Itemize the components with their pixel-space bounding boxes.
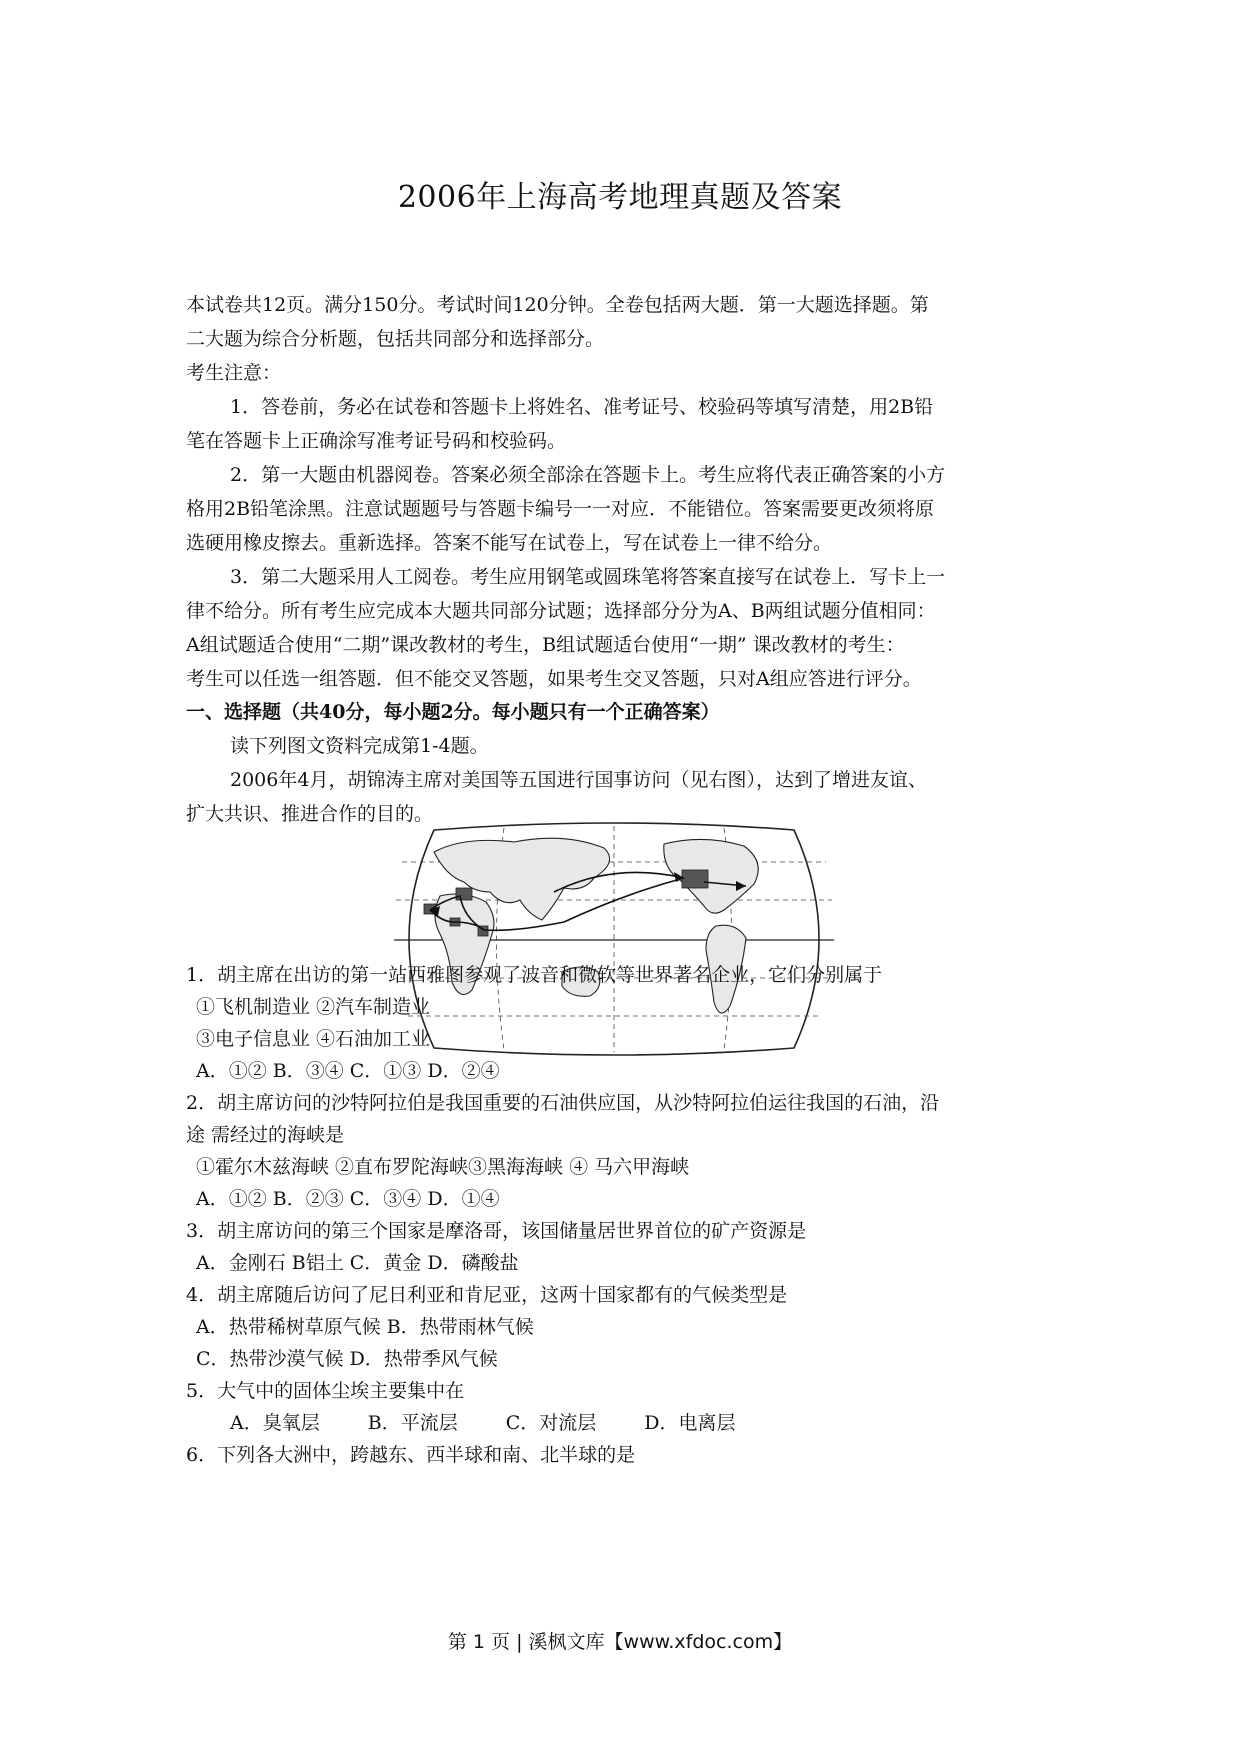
question-5-option-a: A．臭氧层 xyxy=(230,1412,320,1434)
question-4-stem: 4．胡主席随后访问了尼日利亚和肯尼亚，这两十国家都有的气候类型是 xyxy=(186,1284,788,1306)
world-map-figure xyxy=(394,822,834,1056)
question-2-stem-1: 2．胡主席访问的沙特阿拉伯是我国重要的石油供应国，从沙特阿拉伯运往我国的石油，沿 xyxy=(186,1092,940,1114)
question-2-items: ①霍尔木兹海峡 ②直布罗陀海峡③黑海海峡 ④ 马六甲海峡 xyxy=(196,1156,690,1178)
question-1-stem: 1．胡主席在出访的第一站西雅图参观了波音和微软等世界著名企业，它们分别属于 xyxy=(186,964,883,986)
note-1-line-2: 笔在答题卡上正确涂写准考证号码和校验码。 xyxy=(186,430,567,452)
question-2-stem-2: 途 需经过的海峡是 xyxy=(186,1124,345,1146)
question-3-options: A．金刚石 B铝土 C．黄金 D．磷酸盐 xyxy=(196,1252,519,1274)
question-4-options-1: A．热带稀树草原气候 B．热带雨林气候 xyxy=(196,1316,534,1338)
question-5-option-b: B．平流层 xyxy=(367,1412,458,1434)
note-2-line-1: 2．第一大题由机器阅卷。答案必须全部涂在答题卡上。考生应将代表正确答案的小方 xyxy=(230,464,946,486)
intro-line-1: 本试卷共12页。满分150分。考试时间120分钟。全卷包括两大题．第一大题选择题。第 xyxy=(186,294,929,316)
note-3-line-2: 律不给分。所有考生应完成本大题共同部分试题；选择部分分为A、B两组试题分值相同： xyxy=(186,600,936,622)
context-line-1: 2006年4月，胡锦涛主席对美国等五国进行国事访问（见右图），达到了增进友谊、 xyxy=(230,769,927,791)
question-3-stem: 3．胡主席访问的第三个国家是摩洛哥，该国储量居世界首位的矿产资源是 xyxy=(186,1220,807,1242)
note-2-line-2: 格用2B铅笔涂黑。注意试题题号与答题卡编号一一对应．不能错位。答案需要更改须将原 xyxy=(186,498,935,520)
intro-line-2: 二大题为综合分析题，包括共同部分和选择部分。 xyxy=(186,328,605,350)
question-5-option-d: D．电离层 xyxy=(644,1412,736,1434)
question-6-stem: 6．下列各大洲中，跨越东、西半球和南、北半球的是 xyxy=(186,1444,636,1466)
context-line-2: 扩大共识、推进合作的目的。 xyxy=(186,803,434,825)
page-footer: 第 1 页 | 溪枫文库【www.xfdoc.com】 xyxy=(447,1631,793,1653)
notice-label: 考生注意： xyxy=(186,362,282,384)
note-3-line-1: 3．第二大题采用人工阅卷。考生应用钢笔或圆珠笔将答案直接写在试卷上．写卡上一 xyxy=(230,566,946,588)
question-5-option-c: C．对流层 xyxy=(505,1412,597,1434)
note-2-line-3: 选硬用橡皮擦去。重新选择。答案不能写在试卷上，写在试卷上一律不给分。 xyxy=(186,532,833,554)
question-2-options: A．①② B．②③ C．③④ D．①④ xyxy=(196,1188,500,1210)
section-heading: 一、选择题（共40分，每小题2分。每小题只有一个正确答案） xyxy=(186,701,720,723)
question-1-items-2: ③电子信息业 ④石油加工业 xyxy=(196,1028,431,1050)
page-title: 2006年上海高考地理真题及答案 xyxy=(397,180,843,215)
note-3-line-4: 考生可以任选一组答题．但不能交叉答题，如果考生交叉答题，只对A组应答进行评分。 xyxy=(186,668,922,690)
question-5-options xyxy=(230,1414,783,1433)
note-3-line-3: A组试题适合使用“二期”课改教材的考生，B组试题适台使用“一期” 课改教材的考生： xyxy=(186,634,905,656)
question-1-items-1: ①飞机制造业 ②汽车制造业 xyxy=(196,996,431,1018)
read-instruction: 读下列图文资料完成第1-4题。 xyxy=(230,735,489,757)
note-1-line-1: 1．答卷前，务必在试卷和答题卡上将姓名、准考证号、校验码等填写清楚，用2B铅 xyxy=(230,396,934,418)
question-4-options-2: C．热带沙漠气候 D．热带季风气候 xyxy=(196,1348,498,1370)
question-5-stem: 5．大气中的固体尘埃主要集中在 xyxy=(186,1380,465,1402)
question-1-options: A．①② B．③④ C．①③ D．②④ xyxy=(196,1060,500,1082)
